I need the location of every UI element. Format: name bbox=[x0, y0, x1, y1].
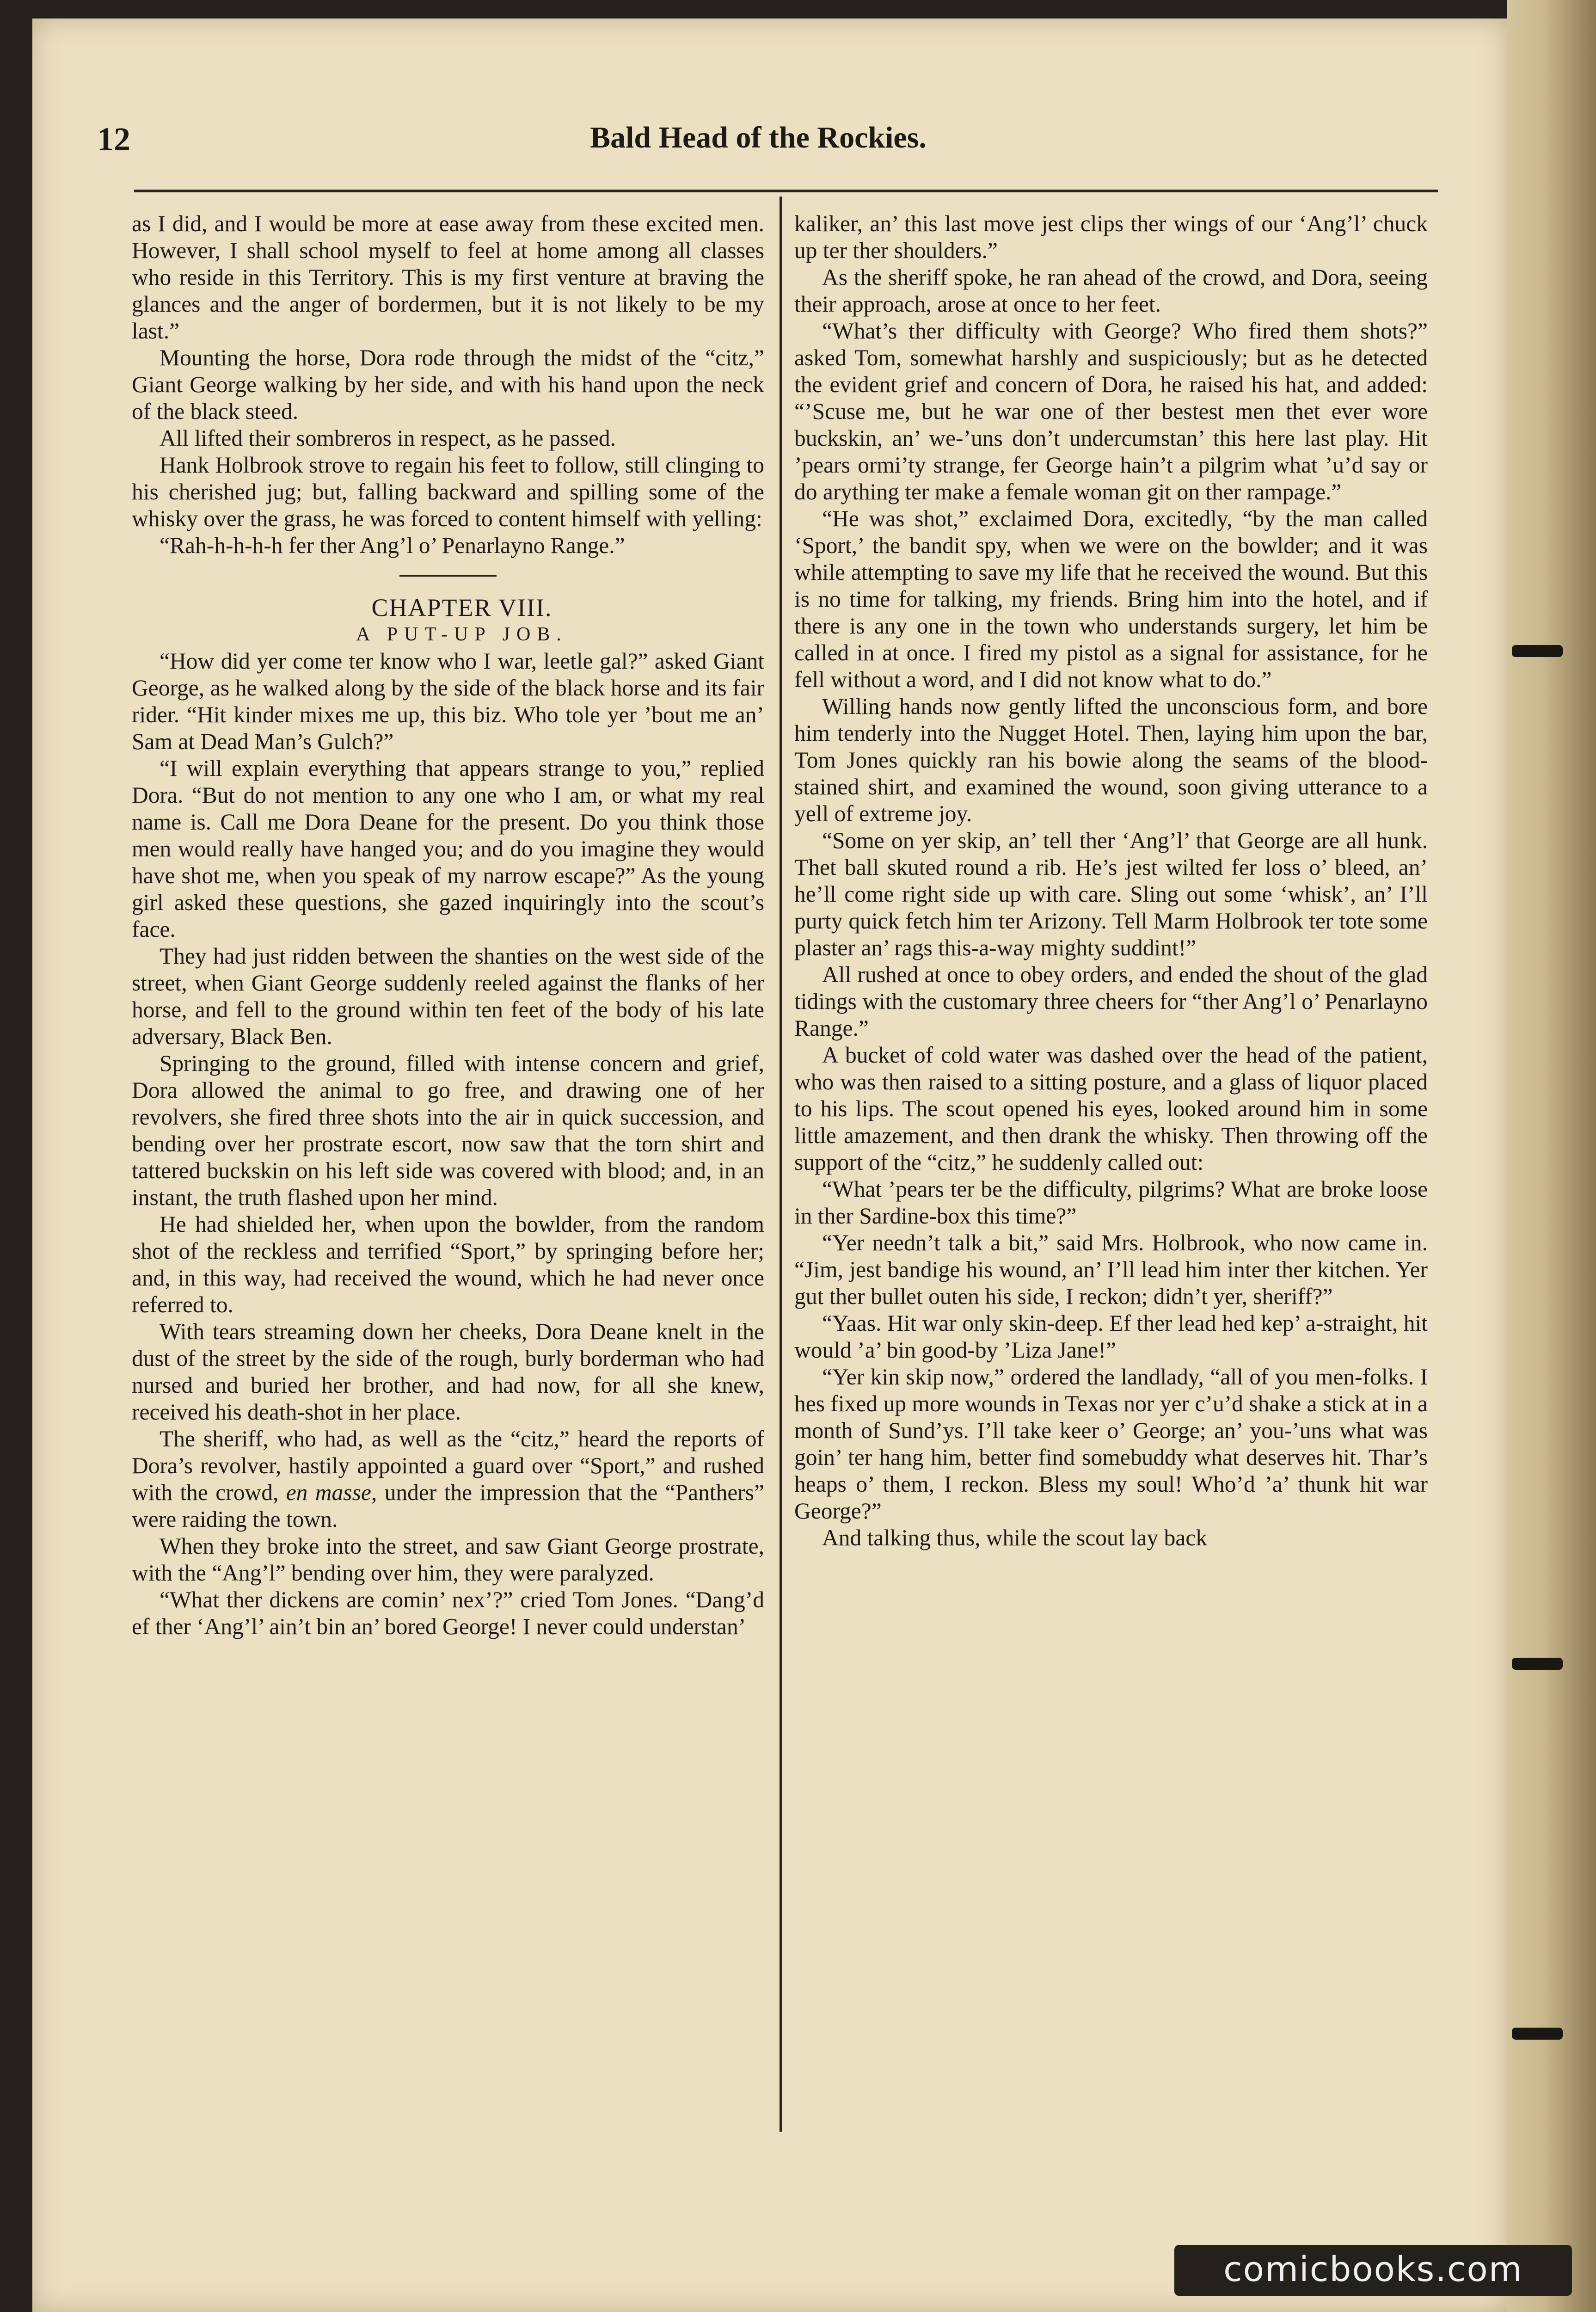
watermark bbox=[1174, 2245, 1572, 2296]
paragraph: “Yaas. Hit war only skin-deep. Ef ther lead hed kep’ a-straight, hit would ’a’ bin good-by ’Liza Jane!” bbox=[794, 1310, 1428, 1363]
paragraph: Willing hands now gently lifted the unconscious form, and bore him tenderly into the Nugget Hotel. Then, laying him upon the bar, Tom Jones quickly ran his bowie along the seams of the blood-stained shirt, and examined the wound, soon giving utterance to a yell of extreme joy. bbox=[794, 694, 1428, 826]
paragraph: Mounting the horse, Dora rode through the midst of the “citz,” Giant George walking by her side, and with his hand upon the neck of the black steed. bbox=[132, 345, 764, 424]
paragraph: as I did, and I would be more at ease away from these excited men. However, I shall school myself to feel at home among all classes who reside in this Territory. This is my first venture at braving the glances and the anger of bordermen, but it is not likely to be my last.” bbox=[132, 211, 764, 344]
paragraph: “What ’pears ter be the difficulty, pilgrims? What are broke loose in ther Sardine-box this time?” bbox=[794, 1176, 1428, 1229]
paragraph: As the sheriff spoke, he ran ahead of the crowd, and Dora, seeing their approach, arose at once to her feet. bbox=[794, 264, 1428, 317]
paragraph: With tears streaming down her cheeks, Dora Deane knelt in the dust of the street by the side of the rough, burly borderman who had nursed and buried her brother, and had now, for all she knew, received his death-shot in her place. bbox=[132, 1319, 764, 1425]
chapter-title: CHAPTER VIII. bbox=[371, 594, 552, 621]
paragraph: He had shielded her, when upon the bowlder, from the random shot of the reckless and terrified “Sport,” by springing before her; and, in this way, had received the wound, which he had never once referred to. bbox=[132, 1211, 764, 1317]
left-column bbox=[132, 210, 764, 1640]
paragraph: Springing to the ground, filled with intense concern and grief, Dora allowed the animal to go free, and drawing one of her revolvers, she fired three shots into the air in quick succession, and bending over her prostrate escort, now saw that the torn shirt and tattered buckskin on his left side was covered with blood; and, in an instant, the truth flashed upon her mind. bbox=[132, 1051, 764, 1210]
binding-stitch-mark bbox=[1512, 645, 1563, 657]
chapter-subtitle: A PUT-UP JOB. bbox=[356, 624, 568, 645]
chapter-rule bbox=[399, 575, 497, 577]
paragraph: “Some on yer skip, an’ tell ther ‘Ang’l’ that George are all hunk. Thet ball skuted round a rib. He’s jest wilted fer loss o’ bleed, an’ he’ll come right side up with care. Sling out some ‘whisk’, an’ I’ll purty quick fetch him ter Arizony. Tell Marm Holbrook ter tote some plaster an’ rags this-a-way mighty suddint!” bbox=[794, 828, 1428, 960]
right-column bbox=[794, 210, 1428, 1551]
italic-phrase: en masse bbox=[286, 1480, 371, 1505]
page-number: 12 bbox=[97, 121, 130, 158]
paragraph: “Yer needn’t talk a bit,” said Mrs. Holbrook, who now came in. “Jim, jest bandige his wound, an’ I’ll lead him inter ther kitchen. Yer gut ther bullet outen his side, I reckon; didn’t yer, sheriff?” bbox=[794, 1230, 1428, 1309]
paragraph bbox=[132, 1426, 764, 1533]
paragraph-text: , under the impression that the “Panthers” were raiding the town. bbox=[132, 1480, 765, 1532]
paragraph: A bucket of cold water was dashed over the head of the patient, who was then raised to a sitting posture, and a glass of liquor placed to his lips. The scout opened his eyes, looked around him in some little amazement, and then drank the whisky. Then throwing off the support of the “citz,” he suddenly called out: bbox=[794, 1042, 1428, 1175]
watermark-text: comicbooks.com bbox=[1223, 2250, 1523, 2289]
paragraph: “What ther dickens are comin’ nex’?” cried Tom Jones. “Dang’d ef ther ‘Ang’l’ ain’t bin an’ bored George! I never could understan’ bbox=[132, 1587, 764, 1639]
paragraph: “Yer kin skip now,” ordered the landlady, “all of you men-folks. I hes fixed up more wounds in Texas nor yer c’u’d shake a stick at in a month of Sund’ys. I’ll take keer o’ George; an’ you-’uns what was goin’ ter hang him, better find somebuddy what deserves hit. Thar’s heaps o’ them, I reckon. Bless my soul! Who’d ’a’ thunk hit war George?” bbox=[794, 1364, 1428, 1524]
paragraph: “What’s ther difficulty with George? Who fired them shots?” asked Tom, somewhat harshly and suspiciously; but as he detected the evident grief and concern of Dora, he raised his hat, and added: “’Scuse me, but he war one of ther bestest men thet ever wore buckskin, an’ we-’uns don’t undercumstan’ this here last play. Hit ’pears ormi’ty strange, fer George hain’t a pilgrim what ’u’d say or do arything ter make a female woman git on ther rampage.” bbox=[794, 318, 1428, 504]
binding-stitch-mark bbox=[1512, 2028, 1563, 2040]
book-spine bbox=[1507, 0, 1596, 2312]
paragraph: Hank Holbrook strove to regain his feet to follow, still clinging to his cherished jug; but, falling backward and spilling some of the whisky over the grass, he was forced to content himself with yelling: bbox=[132, 452, 764, 531]
paragraph: They had just ridden between the shanties on the west side of the street, when Giant George suddenly reeled against the flanks of her horse, and fell to the ground within ten feet of the body of his late adversary, Black Ben. bbox=[132, 943, 764, 1049]
column-divider bbox=[780, 197, 782, 2132]
paragraph: All lifted their sombreros in respect, as he passed. bbox=[160, 425, 616, 451]
paragraph: “He was shot,” exclaimed Dora, excitedly, “by the man called ‘Sport,’ the bandit spy, when we were on the bowlder; and it was while attempting to save my life that he received the wound. But this is no time for talking, my friends. Bring him into the hotel, and if there is any one in the town who understands surgery, let him be called in at once. I fired my pistol as a signal for assistance, for he fell without a word, and I did not know what to do.” bbox=[794, 506, 1428, 692]
running-title: Bald Head of the Rockies. bbox=[590, 121, 927, 154]
paragraph: When they broke into the street, and saw Giant George prostrate, with the “Ang’l” bending over him, they were paralyzed. bbox=[132, 1533, 764, 1586]
binding-stitch-mark bbox=[1512, 1658, 1563, 1670]
paragraph: “I will explain everything that appears strange to you,” replied Dora. “But do not mention to any one who I am, or what my real name is. Call me Dora Deane for the present. Do you think those men would really have hanged you; and do you imagine they would have shot me, when you speak of my narrow escape?” As the young girl asked these questions, she gazed inquiringly into the scout’s face. bbox=[132, 756, 764, 942]
paragraph: kaliker, an’ this last move jest clips ther wings of our ‘Ang’l’ chuck up ter ther shoulders.” bbox=[794, 211, 1428, 263]
paragraph: And talking thus, while the scout lay back bbox=[822, 1525, 1208, 1550]
paragraph: “How did yer come ter know who I war, leetle gal?” asked Giant George, as he walked along by the side of the black horse and its fair rider. “Hit kinder mixes me up, this biz. Who tole yer ’bout me an’ Sam at Dead Man’s Gulch?” bbox=[132, 648, 764, 754]
header-rule bbox=[134, 190, 1438, 192]
page-header bbox=[97, 120, 1419, 166]
paragraph: All rushed at once to obey orders, and ended the shout of the glad tidings with the customary three cheers for “ther Ang’l o’ Penarlayno Range.” bbox=[794, 962, 1428, 1041]
paragraph: “Rah-h-h-h-h fer ther Ang’l o’ Penarlayno Range.” bbox=[160, 533, 625, 558]
paragraph-text: The sheriff, who had, as well as the “citz,” heard the reports of Dora’s revolver, hastily appointed a guard over “Sport,” and rushed with the crowd, bbox=[132, 1426, 764, 1505]
